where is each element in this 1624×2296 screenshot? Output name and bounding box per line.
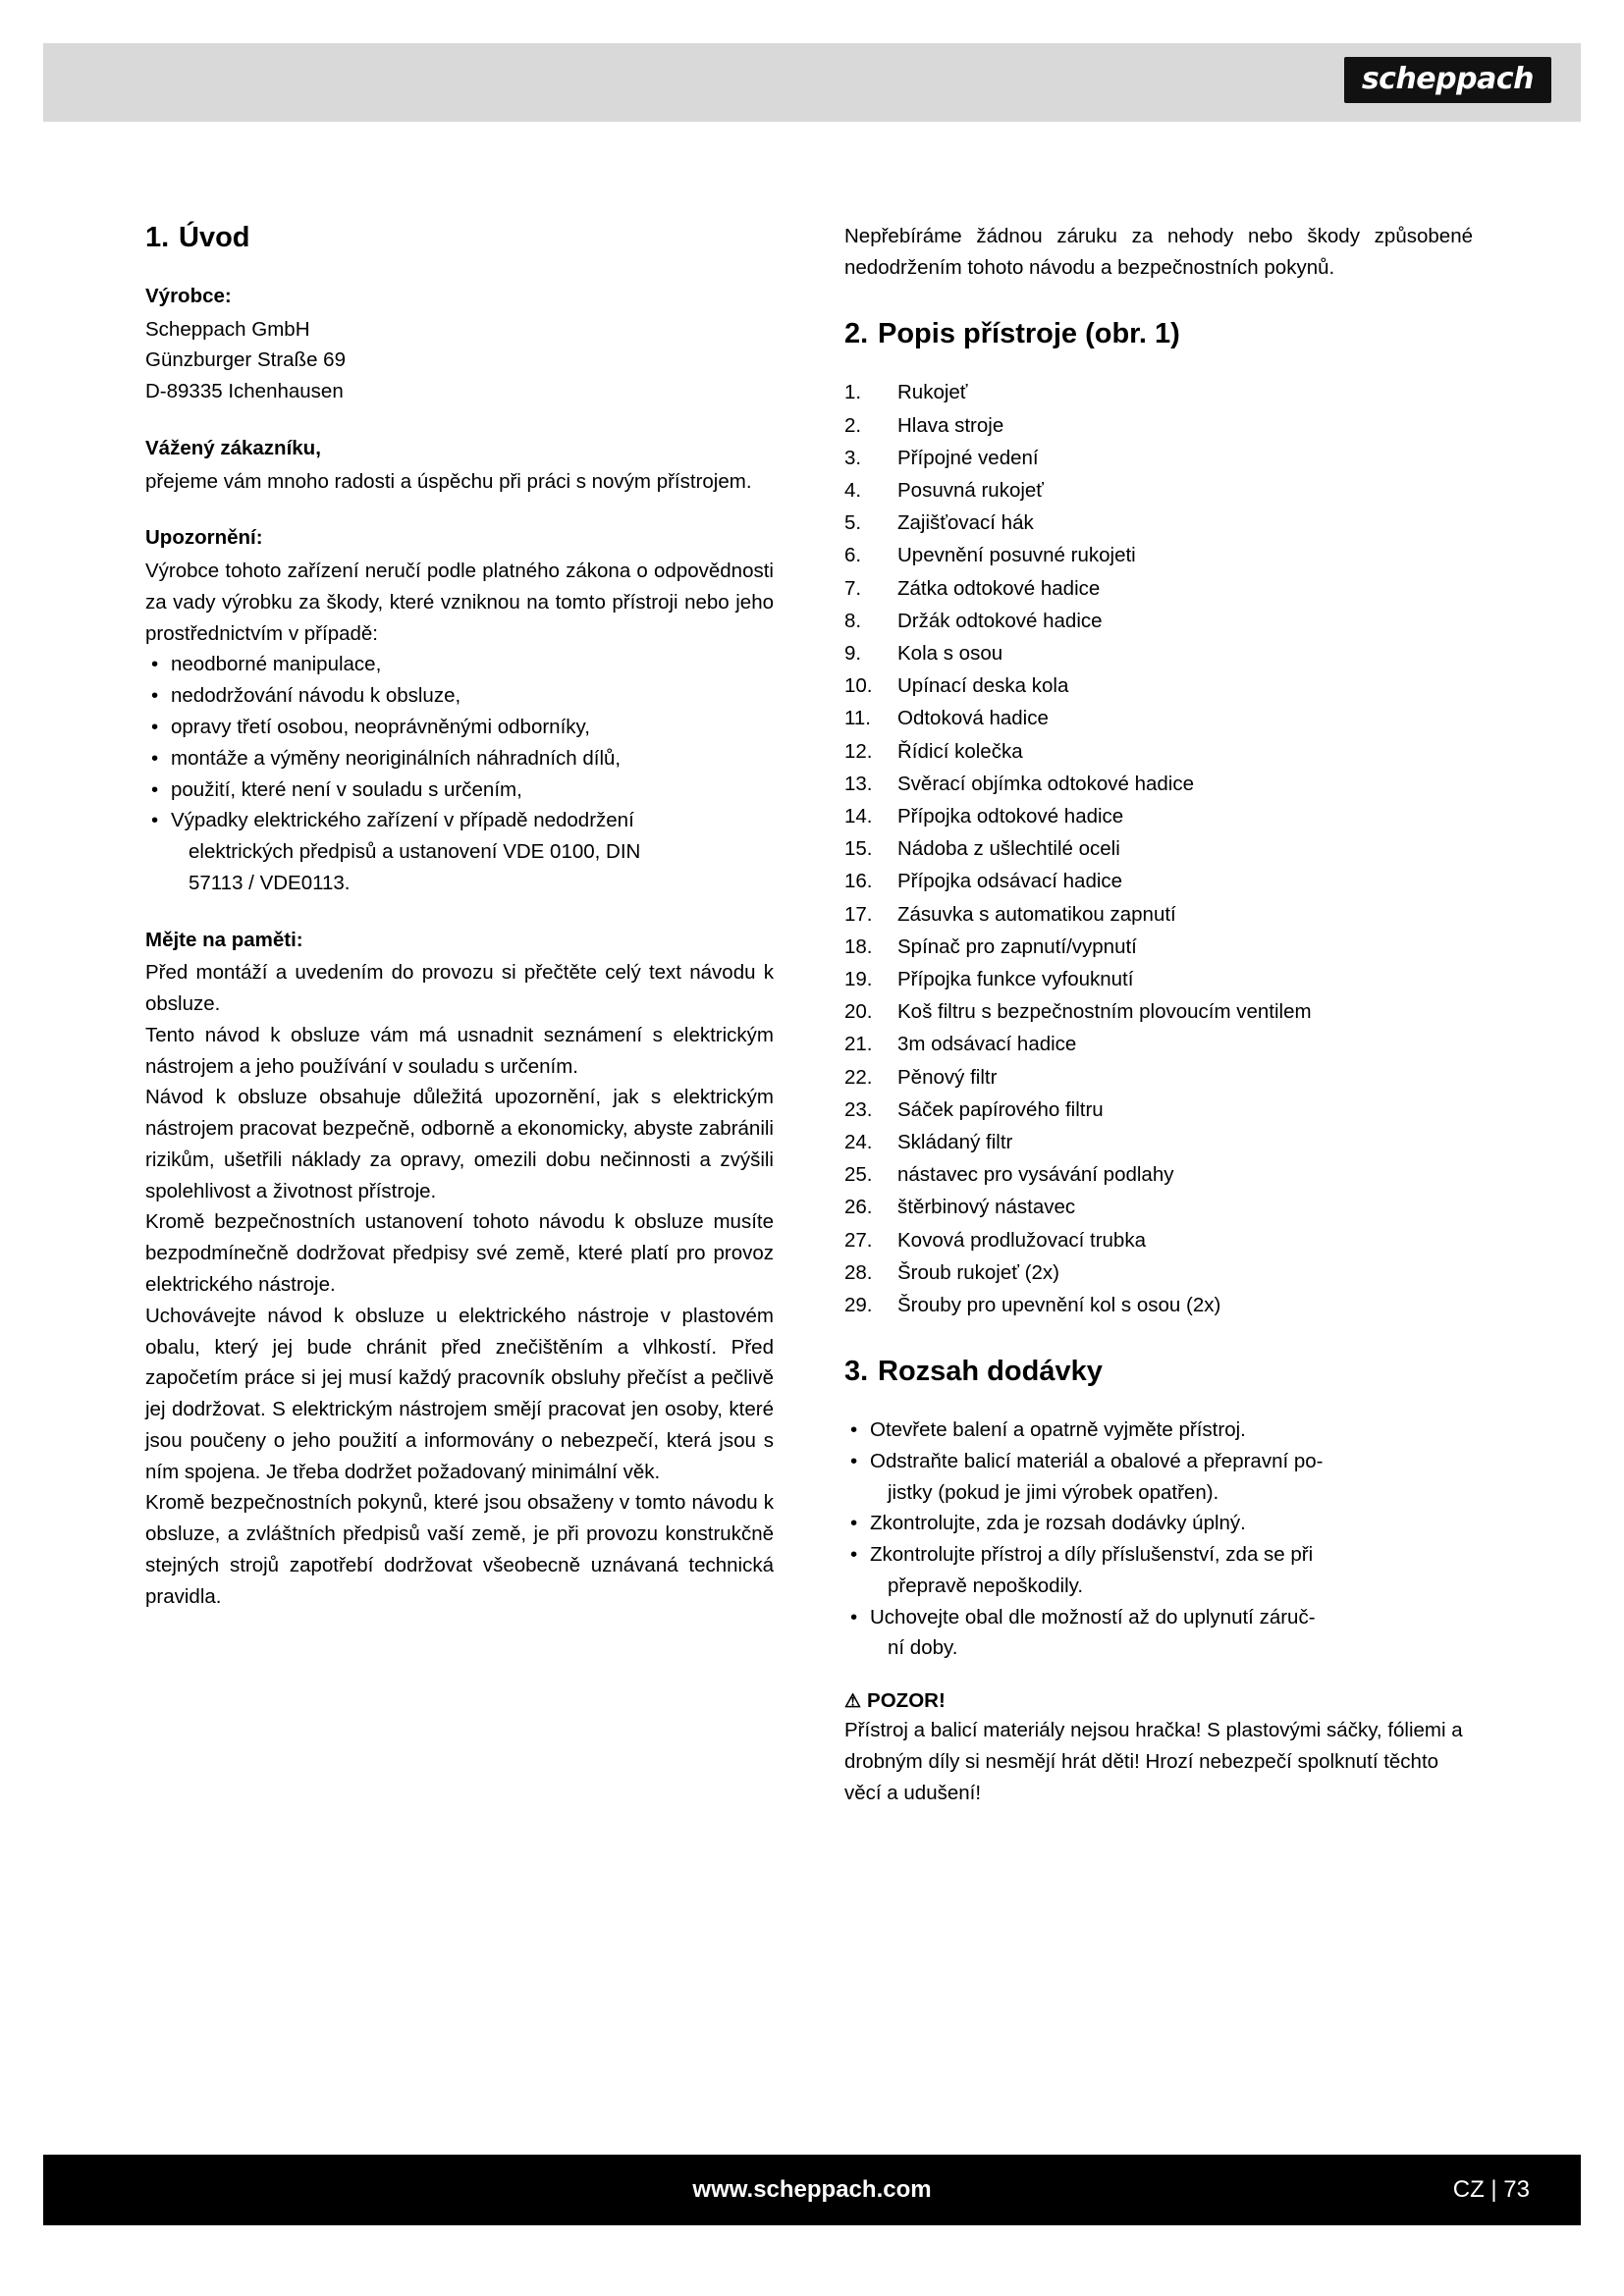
list-item <box>844 931 1473 963</box>
remember-label: Mějte na paměti: <box>145 928 303 951</box>
list-item <box>844 1028 1473 1060</box>
page-header-band <box>43 43 1581 122</box>
item-number: 7. <box>844 576 862 600</box>
list-item <box>844 376 1473 408</box>
item-number: 13. <box>844 772 873 795</box>
section-3-title: Rozsah dodávky <box>878 1356 1103 1388</box>
item-label: Upevnění posuvné rukojeti <box>897 544 1136 567</box>
list-item <box>145 774 774 806</box>
caution-text: Přístroj a balicí materiály nejsou hračka! S plastovými sáčky, fóliemi a drobným díly si nesmějí hrát děti! Hrozí nebezpečí spolknutí těchto věcí a udušení! <box>844 1719 1463 1804</box>
list-item <box>844 768 1473 800</box>
item-number: 2. <box>844 413 862 437</box>
item-number: 20. <box>844 1000 873 1024</box>
item-number: 14. <box>844 804 873 828</box>
item-label: nástavec pro vysávání podlahy <box>897 1163 1174 1187</box>
left-column <box>145 221 774 1612</box>
item-label: Přípojné vedení <box>897 446 1039 469</box>
item-label: Šrouby pro upevnění kol s osou (2x) <box>897 1294 1221 1317</box>
item-number: 6. <box>844 544 862 567</box>
list-item <box>844 702 1473 734</box>
list-item <box>844 1061 1473 1094</box>
item-number: 16. <box>844 870 873 893</box>
list-item <box>844 735 1473 768</box>
footer-page-number: CZ | 73 <box>1452 2176 1530 2203</box>
customer-label: Vážený zákazníku, <box>145 436 321 459</box>
remember-paragraph-5: Uchovávejte návod k obsluze u elektrického nástroje v plastovém obalu, který jej bude chránit před znečištěním a vlhkostí. Před započetím práce si jej musí každý pracovník obsluhy přečíst a pečlivě jej dodržovat. S elektrickým nástrojem smějí pracovat jen osoby, které jsou poučeny o jeho použití a informovány o nebezpečí, která jsou s ním spojena. Je třeba dodržet požadovaný minimální věk. <box>145 1304 774 1483</box>
list-item <box>844 1539 1473 1602</box>
bullet-text: nedodržování návodu k obsluze, <box>171 684 461 708</box>
item-label: Upínací deska kola <box>897 674 1069 698</box>
bullet-text: Zkontrolujte přístroj a díly příslušenství, zda se při <box>870 1543 1314 1567</box>
item-number: 22. <box>844 1065 873 1089</box>
list-item <box>145 680 774 712</box>
customer-text: přejeme vám mnoho radosti a úspěchu při práci s novým přístrojem. <box>145 469 752 493</box>
item-label: Přípojka funkce vyfouknutí <box>897 967 1134 990</box>
intro-continuation-text: Nepřebíráme žádnou záruku za nehody nebo škody způsobené nedodržením tohoto návodu a bezpečnostních pokynů. <box>844 225 1473 279</box>
list-item <box>844 1446 1473 1509</box>
list-item <box>844 605 1473 637</box>
item-label: Držák odtokové hadice <box>897 609 1103 632</box>
item-label: Pěnový filtr <box>897 1065 998 1089</box>
item-label: Zásuvka s automatikou zapnutí <box>897 902 1176 926</box>
warning-triangle-icon: ⚠ <box>844 1691 862 1713</box>
list-item <box>844 1158 1473 1191</box>
bullet-text-cont: ní doby. <box>888 1636 958 1660</box>
notice-bullet-list <box>145 649 774 898</box>
manufacturer-line-2: Günzburger Straße 69 <box>145 348 346 372</box>
list-item <box>844 1126 1473 1158</box>
list-item <box>844 1224 1473 1256</box>
list-item <box>844 1602 1473 1665</box>
item-number: 21. <box>844 1033 873 1056</box>
item-number: 8. <box>844 609 862 632</box>
bullet-text: Otevřete balení a opatrně vyjměte přístroj. <box>870 1418 1246 1442</box>
bullet-text: neodborné manipulace, <box>171 653 382 676</box>
list-item <box>844 1094 1473 1126</box>
item-label: Zátka odtokové hadice <box>897 576 1101 600</box>
notice-text: Výrobce tohoto zařízení neručí podle platného zákona o odpovědnosti za vady výrobku za škody, které vzniknou na tomto přístroji nebo jeho prostřednictvím v případě: <box>145 560 774 645</box>
remember-paragraph-1: Před montáží a uvedením do provozu si přečtěte celý text návodu k obsluze. <box>145 961 774 1016</box>
section-1-title: Úvod <box>179 222 250 253</box>
section-1-heading <box>145 221 774 255</box>
list-item <box>844 1508 1473 1539</box>
list-item <box>844 1289 1473 1321</box>
section-2-title: Popis přístroje (obr. 1) <box>878 317 1180 349</box>
item-number: 9. <box>844 641 862 665</box>
right-column <box>844 221 1473 1808</box>
item-label: Šroub rukojeť (2x) <box>897 1260 1059 1284</box>
device-parts-list <box>844 376 1473 1321</box>
list-item <box>844 865 1473 897</box>
manufacturer-line-3: D-89335 Ichenhausen <box>145 380 344 403</box>
list-item <box>844 669 1473 702</box>
list-item <box>145 649 774 680</box>
bullet-text-cont: jistky (pokud je jimi výrobek opatřen). <box>888 1480 1219 1504</box>
item-label: Sáček papírového filtru <box>897 1097 1104 1121</box>
manufacturer-label: Výrobce: <box>145 284 232 307</box>
item-number: 11. <box>844 707 871 730</box>
item-number: 25. <box>844 1163 873 1187</box>
item-number: 29. <box>844 1294 873 1317</box>
bullet-text: opravy třetí osobou, neoprávněnými odborníky, <box>171 715 590 738</box>
item-number: 27. <box>844 1228 873 1252</box>
list-item <box>844 995 1473 1028</box>
item-number: 12. <box>844 739 873 763</box>
item-number: 5. <box>844 511 862 535</box>
list-item <box>844 898 1473 931</box>
section-2-heading <box>844 317 1473 351</box>
scheppach-logo: scheppach <box>1344 57 1551 103</box>
item-label: 3m odsávací hadice <box>897 1033 1077 1056</box>
item-number: 10. <box>844 674 873 698</box>
item-label: Přípojka odsávací hadice <box>897 870 1123 893</box>
list-item <box>844 1191 1473 1223</box>
bullet-text: montáže a výměny neoriginálních náhradních dílů, <box>171 746 622 770</box>
bullet-text-cont: elektrických předpisů a ustanovení VDE 0100, DIN <box>189 840 641 864</box>
item-number: 23. <box>844 1097 873 1121</box>
bullet-text-cont: přepravě nepoškodily. <box>888 1574 1084 1597</box>
manufacturer-line-1: Scheppach GmbH <box>145 317 310 341</box>
section-2-number: 2. <box>844 317 869 349</box>
footer-website[interactable]: www.scheppach.com <box>692 2176 932 2203</box>
list-item <box>844 409 1473 442</box>
item-number: 18. <box>844 934 873 958</box>
item-label: Přípojka odtokové hadice <box>897 804 1124 828</box>
item-label: Posuvná rukojeť <box>897 478 1044 502</box>
item-label: Svěrací objímka odtokové hadice <box>897 772 1194 795</box>
item-label: Spínač pro zapnutí/vypnutí <box>897 934 1137 958</box>
list-item <box>844 442 1473 474</box>
item-number: 1. <box>844 381 862 404</box>
item-label: Kovová prodlužovací trubka <box>897 1228 1146 1252</box>
remember-paragraph-2: Tento návod k obsluze vám má usnadnit seznámení s elektrickým nástrojem a jeho používání v souladu s určením. <box>145 1023 774 1078</box>
item-number: 3. <box>844 446 862 469</box>
bullet-text: Výpadky elektrického zařízení v případě nedodržení <box>171 809 634 832</box>
bullet-text: Odstraňte balicí materiál a obalové a přepravní po- <box>870 1449 1324 1472</box>
item-number: 28. <box>844 1260 873 1284</box>
item-label: Kola s osou <box>897 641 1003 665</box>
list-item <box>844 800 1473 832</box>
bullet-text-cont: 57113 / VDE0113. <box>189 871 351 894</box>
notice-label: Upozornění: <box>145 526 263 550</box>
list-item <box>844 539 1473 571</box>
remember-paragraph-4: Kromě bezpečnostních ustanovení tohoto návodu k obsluze musíte bezpodmínečně dodržovat předpisy své země, které platí pro provoz elektrického nástroje. <box>145 1210 774 1296</box>
caution-heading <box>844 1689 1473 1713</box>
section-3-number: 3. <box>844 1356 869 1388</box>
item-label: Odtoková hadice <box>897 707 1049 730</box>
caution-label: POZOR! <box>867 1689 946 1713</box>
scope-of-delivery-list <box>844 1415 1473 1664</box>
item-label: Nádoba z ušlechtilé oceli <box>897 837 1120 861</box>
remember-paragraph-3: Návod k obsluze obsahuje důležitá upozornění, jak s elektrickým nástrojem pracovat bezpečně, odborně a ekonomicky, abyste zabránili rizikům, ušetřili náklady za opravy, omezili dobu nečinnosti a zvýšili spolehlivost a životnost přístroje. <box>145 1086 774 1202</box>
bullet-text: Zkontrolujte, zda je rozsah dodávky úplný. <box>870 1512 1246 1535</box>
list-item <box>844 637 1473 669</box>
list-item <box>844 832 1473 865</box>
item-label: štěrbinový nástavec <box>897 1196 1076 1219</box>
list-item <box>844 963 1473 995</box>
bullet-text: použití, které není v souladu s určením, <box>171 777 522 801</box>
item-label: Řídicí kolečka <box>897 739 1023 763</box>
item-label: Skládaný filtr <box>897 1131 1013 1153</box>
item-number: 15. <box>844 837 873 861</box>
item-number: 24. <box>844 1131 873 1153</box>
section-3-heading <box>844 1355 1473 1389</box>
item-number: 26. <box>844 1196 873 1219</box>
item-label: Zajišťovací hák <box>897 511 1034 535</box>
list-item <box>145 805 774 898</box>
item-number: 17. <box>844 902 873 926</box>
bullet-text: Uchovejte obal dle možností až do uplynutí záruč- <box>870 1605 1316 1629</box>
list-item <box>844 474 1473 507</box>
list-item <box>145 743 774 774</box>
item-label: Rukojeť <box>897 381 968 404</box>
list-item <box>844 507 1473 539</box>
list-item <box>844 1256 1473 1289</box>
remember-paragraph-6: Kromě bezpečnostních pokynů, které jsou obsaženy v tomto návodu k obsluze, a zvláštních předpisů vaší země, je při provozu konstrukčně stejných strojů zapotřebí dodržovat všeobecně uznávaná technická pravidla. <box>145 1491 774 1608</box>
list-item <box>844 572 1473 605</box>
section-1-number: 1. <box>145 222 170 253</box>
page-footer-band <box>43 2155 1581 2225</box>
item-number: 4. <box>844 478 862 502</box>
list-item <box>145 712 774 743</box>
item-label: Koš filtru s bezpečnostním plovoucím ventilem <box>897 1000 1312 1024</box>
item-number: 19. <box>844 967 873 990</box>
list-item <box>844 1415 1473 1446</box>
item-label: Hlava stroje <box>897 413 1004 437</box>
